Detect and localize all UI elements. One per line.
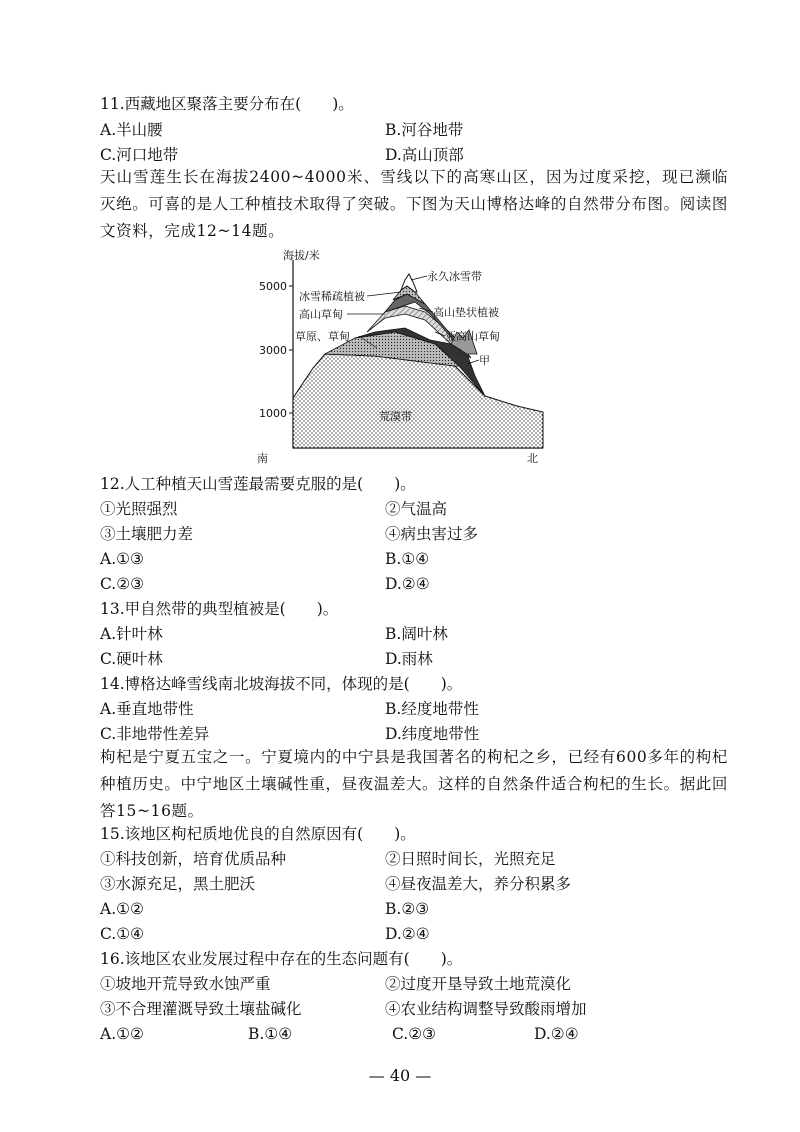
q12-option-b: B.①④ [385, 550, 430, 568]
q11-option-a: A.半山腰 [100, 121, 163, 139]
q12-option-d: D.②④ [385, 575, 430, 593]
label-snow-veg: 冰雪稀疏植被 [299, 290, 365, 303]
desert-zone [293, 354, 543, 448]
south-label: 南 [257, 452, 268, 464]
q12-option-2: ②气温高 [385, 500, 448, 518]
q13-option-a: A.针叶林 [100, 625, 163, 643]
tick-3000: 3000 [259, 344, 287, 357]
q16-option-3: ③不合理灌溉导致土壤盐碱化 [100, 1000, 302, 1018]
q15-option-d: D.②④ [385, 925, 430, 943]
passage-snow-lotus: 天山雪莲生长在海拔2400~4000米、雪线以下的高寒山区，因为过度采挖，现已濒临灭绝。可喜的是人工种植技术取得了突破。下图为天山博格达峰的自然带分布图。阅读图文资料，完成12~14题。 [100, 168, 728, 240]
label-subalpine: 亚高山草甸 [445, 330, 500, 343]
natural-zone-figure [255, 248, 555, 464]
q11-stem: 11.西藏地区聚落主要分布在( )。 [100, 95, 354, 113]
tick-5000: 5000 [259, 280, 287, 293]
q12-option-c: C.②③ [100, 575, 145, 593]
tick-1000: 1000 [259, 407, 287, 420]
q13-option-d: D.雨林 [385, 650, 433, 668]
q12-stem: 12.人工种植天山雪莲最需要克服的是( )。 [100, 475, 416, 493]
passage-goji: 枸杞是宁夏五宝之一。宁夏境内的中宁县是我国著名的枸杞之乡，已经有600多年的枸杞种植历史。中宁地区土壤碱性重，昼夜温差大。这样的自然条件适合枸杞的生长。据此回答15~16题。 [100, 748, 728, 820]
q14-option-c: C.非地带性差异 [100, 725, 210, 743]
q12-option-1: ①光照强烈 [100, 500, 178, 518]
label-steppe: 草原、草甸 [295, 330, 350, 343]
q15-option-a: A.①② [100, 900, 144, 918]
label-meadow: 高山草甸 [299, 308, 343, 321]
page-number: — 40 — [368, 1066, 432, 1085]
q11-option-c: C.河口地带 [100, 146, 179, 164]
q14-option-b: B.经度地带性 [385, 700, 479, 718]
label-jia: 甲 [479, 354, 490, 367]
q12-option-a: A.①③ [100, 550, 144, 568]
q15-option-c: C.①④ [100, 925, 145, 943]
q15-option-3: ③水源充足，黑土肥沃 [100, 875, 256, 893]
q16-option-b: B.①④ [248, 1025, 293, 1043]
q15-option-2: ②日照时间长，光照充足 [385, 850, 556, 868]
q14-option-d: D.纬度地带性 [385, 725, 480, 743]
q15-option-b: B.②③ [385, 900, 430, 918]
north-label: 北 [527, 452, 538, 464]
q12-option-3: ③土壤肥力差 [100, 525, 194, 543]
q16-option-1: ①坡地开荒导致水蚀严重 [100, 975, 271, 993]
q13-option-b: B.阔叶林 [385, 625, 448, 643]
q16-option-d: D.②④ [534, 1025, 579, 1043]
q16-stem: 16.该地区农业发展过程中存在的生态问题有( )。 [100, 950, 463, 968]
q15-option-4: ④昼夜温差大，养分积累多 [385, 875, 572, 893]
y-axis-label: 海拔/米 [283, 249, 320, 262]
q14-option-a: A.垂直地带性 [100, 700, 194, 718]
label-cushion: 高山垫状植被 [433, 306, 499, 319]
q13-option-c: C.硬叶林 [100, 650, 163, 668]
q16-option-c: C.②③ [392, 1025, 437, 1043]
q16-option-4: ④农业结构调整导致酸雨增加 [385, 1000, 587, 1018]
label-desert: 荒漠带 [379, 410, 412, 423]
q16-option-2: ②过度开垦导致土地荒漠化 [385, 975, 572, 993]
q13-stem: 13.甲自然带的典型植被是( )。 [100, 600, 339, 618]
q12-option-4: ④病虫害过多 [385, 525, 479, 543]
q16-option-a: A.①② [100, 1025, 144, 1043]
label-perm-snow: 永久冰雪带 [427, 270, 482, 283]
q11-option-b: B.河谷地带 [385, 121, 464, 139]
q11-option-d: D.高山顶部 [385, 146, 464, 164]
q15-stem: 15.该地区枸杞质地优良的自然原因有( )。 [100, 825, 416, 843]
q14-stem: 14.博格达峰雪线南北坡海拔不同，体现的是( )。 [100, 675, 463, 693]
q15-option-1: ①科技创新，培育优质品种 [100, 850, 287, 868]
